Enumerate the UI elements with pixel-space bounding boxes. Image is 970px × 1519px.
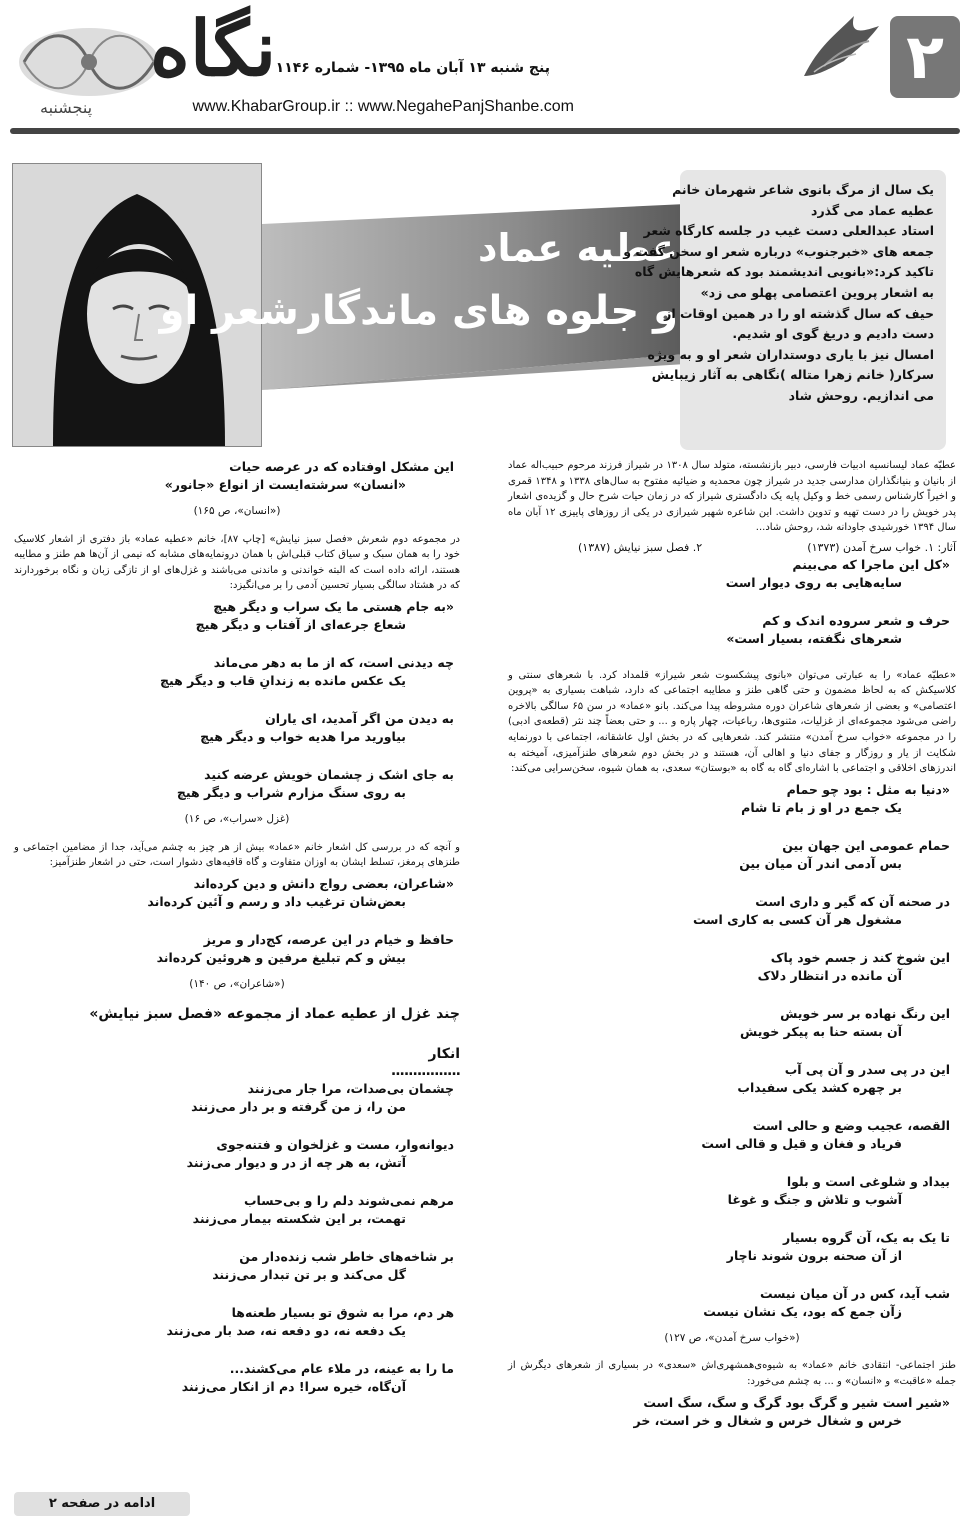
dotted-separator: ................ bbox=[390, 1063, 460, 1080]
masthead-subtitle: پنجشنبه bbox=[40, 98, 93, 117]
verse-line: القصه، عجیب وضع و حالی است bbox=[752, 1117, 950, 1133]
intro-line: به اشعار پروین اعتصامی پهلو می زد» bbox=[700, 284, 934, 300]
verse-line: بعض‌شان ترغیب داد و رسم و آئین کرده‌اند bbox=[147, 893, 406, 909]
poem-block bbox=[14, 1080, 460, 1396]
verse-line: یک عکس مانده به زندانِ قاب و دیگر هیچ bbox=[160, 672, 406, 688]
verse-line: آشوب و تلاش و جنگ و غوغا bbox=[727, 1191, 902, 1207]
intro-line: سرکار( خانم زهرا متاله )نگاهی به آثار زیبایش bbox=[651, 367, 934, 383]
intro-line: می اندازیم. روحش شاد bbox=[788, 387, 934, 403]
verse-line: حرف و شعر سروده اندک و کم bbox=[762, 612, 950, 628]
verse-line: «شیر است شیر و گرگ بود گرگ و سگ، سگ است bbox=[643, 1394, 950, 1410]
body-paragraph: «عطیّه عماد» را به عبارتی می‌توان «بانوی پیشکسوت شعر شیراز» قلمداد کرد. با شعرهای سنتی و کلاسیکش که به لحاظ مضمون و حتی گاهی طنز و مطایبه اجتماعی که دارد، شباهت بسیاری به «پروین اعتصامی» و بعضی از شعرهای شاعران دوره مشروطه پیدا می‌کند. بانو «عماد» در سن ۶۵ سالگی بالاخره راضی می‌شود مجموعه‌ای از غزلیات، مثنوی‌ها، رباعیات، چهار پاره و ... و حتی بعضاً چند نثر (قطعه‌ی ادبی) را در مجموعه «خواب سرخ آمدن» منتشر کند. شعرهایی که در بخش اول عاشقانه، اجتماعی با دورنمایه شکایت از یار و روزگار و جفای دنیا و اهالی آن، هستند و در بخش دوم شعرهای طنزآمیزی، آمیخته به اندرزهای اخلاقی و اجتماعی با اشاره‌ای گاه به گاه به «بوستان» سعدی، به همان شیوه، سخن‌سرایی می‌کند: bbox=[508, 669, 956, 775]
headline-line-1: عطیه عماد bbox=[478, 226, 678, 270]
intro-line: حیف که سال گذشته او را در همین اوقات از bbox=[664, 305, 934, 321]
intro-line: دست دادیم و دریغ گوی او شدیم. bbox=[732, 326, 934, 342]
intro-line: جمعه های «خبرجنوب» درباره شعر او سخن گفت و bbox=[623, 243, 934, 259]
phoenix-emblem-icon bbox=[794, 6, 884, 86]
verse-line: آن مانده در انتظار دلاک bbox=[757, 967, 902, 983]
headline-band bbox=[159, 204, 686, 390]
verse-line: به روی سنگ مزارم شراب و دیگر هیچ bbox=[176, 784, 406, 800]
body-paragraph: طنز اجتماعی- انتقادی خانم «عماد» به شیوه‌ی‌همشهری‌اش «سعدی» در بسیاری از شعرهای دیگرش از جمله «عاقبت» و «انسان» و ... به چشم می‌خورد: bbox=[508, 1360, 956, 1387]
bio-paragraph: عطیّه عماد لیسانسیه ادبیات فارسی، دبیر بازنشسته، متولد سال ۱۳۰۸ در شیراز فرزند مرحوم حبیب‌اله عماد از بانیان و بنیانگذاران مدارسی جدید در شیراز چون محمدیه و ضیائیه مفتوح به سال‌های ۱۳۳۸ و ۱۳۴۸ قمری و اخیراً کارشناس رسمی خط و وکیل پایه یک دادگستری شیراز که در زمان حیات شرح حال و گزیده‌ی اشعار پدر خویش را در دست تهیه و تدوین داشت. این شاعره شهیر شیرازی در یکی از روزهای پاییزی ۱۲ آبان ماه سال ۱۳۹۴ خورشیدی جاودانه شد، روحش شاد... bbox=[508, 460, 957, 534]
verse-line: مرهم نمی‌شوند دلم را و بی‌حساب bbox=[244, 1192, 454, 1208]
poem-citation: («خواب سرخ آمدن»، ص ۱۲۷) bbox=[664, 1331, 800, 1344]
verse-line: به دیدن من اگر آمدید، ای یاران bbox=[265, 710, 454, 726]
intro-line: امسال نیز با یاری دوستداران شعر او و به ویژه bbox=[647, 346, 934, 362]
verse-line: سایه‌هایی به روی دیوار است bbox=[725, 574, 902, 590]
verse-line: این مشکل اوفتاده که در عرصه حیات bbox=[229, 459, 454, 474]
verse-line: این رنگ نهاده بر سر خویش bbox=[780, 1005, 950, 1021]
website-urls[interactable]: www.KhabarGroup.ir :: www.NegahePanjShanbe.com bbox=[192, 98, 574, 115]
poem-citation: («انسان»، ص ۱۶۵) bbox=[193, 505, 281, 517]
verse-line: حافظ و خیام در این عرصه، کج‌دار و مریز bbox=[203, 931, 454, 947]
verse-line: به جای اشک ز چشمان خویش عرضه کنید bbox=[204, 766, 454, 782]
intro-box bbox=[623, 170, 946, 450]
intro-line: تاکید کرد:«بانویی اندیشمند بود که شعرهایش گاه bbox=[634, 264, 934, 280]
work-item: ۲. فصل سبز نیایش (۱۳۸۷) bbox=[578, 540, 703, 554]
intro-line: یک سال از مرگ بانوی شاعر شهرمان خانم bbox=[672, 182, 934, 197]
page-header bbox=[0, 0, 970, 140]
verse-line: بس آدمی اندر آن میان بین bbox=[739, 855, 902, 871]
work-item: آثار: ۱. خواب سرخ آمدن (۱۳۷۳) bbox=[807, 540, 956, 554]
verse-line: یک جمع در او ز بام تا شام bbox=[741, 799, 902, 815]
intro-line: عطیه عماد می گذرد bbox=[811, 202, 934, 218]
verse-line: من را، ز من گرفته و بر دار می‌زنند bbox=[191, 1098, 406, 1114]
verse-line: بر چهره کشد یکی سفیداب bbox=[737, 1079, 902, 1095]
works-list bbox=[508, 540, 956, 556]
verse-line: خرس و شغال خرس و شغال و خر است، خر bbox=[633, 1412, 902, 1428]
poem-block bbox=[14, 875, 460, 967]
section-heading: چند غزل از عطیه عماد از مجموعه «فصل سبز نیایش» bbox=[89, 1006, 460, 1023]
header-divider bbox=[10, 128, 960, 134]
verse-line: بر شاخه‌های خاطر شب زنده‌دار من bbox=[239, 1248, 454, 1264]
verse-line: بیداد و شلوغی است و بلوا bbox=[786, 1173, 950, 1189]
verse-line: مشغول هر آن کسی به کاری است bbox=[692, 911, 902, 927]
poem-citation: (غزل «سراب»، ص ۱۶) bbox=[184, 812, 290, 825]
body-paragraph: در مجموعه دوم شعرش «فصل سبز نیایش» [چاپ ۸۷]، خانم «عطیه عماد» باز دفتری از اشعار کلاسیک خود را به همان سبک و سیاق کتاب قبلی‌اش با همان درونمایه‌های مشابه که نیمی از آن‌ها هم طنز و مطایبه هستند، ارائه داده است که البته خواندنی و ماندنی می‌باشند و غزل‌های او از تازگی زبان و نگاه برخوردارند که در هشتاد سالگی بسیار تحسین آدمی را بر می‌انگیزد: bbox=[14, 533, 460, 592]
poem-block bbox=[508, 781, 956, 1321]
verse-line: «انسان» سرشته‌ایست از انواع «جانور» bbox=[164, 477, 406, 492]
verse-line: یک دفعه نه، دو دفعه نه، صد بار می‌زنند bbox=[166, 1322, 406, 1338]
page-number-badge: ۲ bbox=[890, 16, 960, 98]
verse-line: آن‌گاه، خیره سرا! دم از انکار می‌زنند bbox=[181, 1378, 406, 1394]
poem-citation: («شاعران»، ص ۱۴۰) bbox=[189, 977, 285, 990]
verse-line: آن بسته حنا به پیکر خویش bbox=[740, 1023, 902, 1039]
poem-title: انکار bbox=[428, 1046, 460, 1063]
ornament-icon bbox=[14, 22, 164, 102]
continued-on-page-link[interactable]: ادامه در صفحه ۲ bbox=[14, 1492, 190, 1516]
verse-line: هر دم، مرا به شوق تو بسیار طعنه‌ها bbox=[231, 1304, 454, 1320]
article-column-right bbox=[508, 458, 956, 1430]
article-column-left bbox=[14, 458, 460, 1396]
verse-line: «شاعران، بعضی رواج دانش و دین کرده‌اند bbox=[193, 875, 454, 891]
verse-line: شب آید، کس در آن میان نیست bbox=[759, 1285, 950, 1301]
verse-line: در صحنه آن که گیر و داری است bbox=[755, 893, 950, 909]
masthead-logo: نگاه bbox=[150, 4, 277, 93]
verse-line: بیش و کم تبلیغ مرفین و هروئین کرده‌اند bbox=[156, 949, 406, 965]
poem-block bbox=[14, 598, 460, 802]
verse-line: از آن صحنه برون شوند ناچار bbox=[726, 1247, 902, 1263]
poem-block bbox=[14, 458, 460, 494]
verse-line: بیاورید مرا هدیه خواب و دیگر هیچ bbox=[200, 728, 406, 744]
verse-line: شعاع جرعه‌ای از آفتاب و دیگر هیچ bbox=[195, 616, 406, 632]
verse-line: این در پی سدر و آن پی آب bbox=[784, 1061, 950, 1077]
verse-line: فریاد و فغان و قیل و قالی است bbox=[701, 1135, 902, 1151]
poem-block bbox=[508, 556, 956, 648]
poem-block bbox=[508, 1394, 956, 1430]
headline-line-2: و جلوه های ماندگارشعر او bbox=[159, 288, 678, 334]
verse-line: «کل این ماجرا که می‌بینم bbox=[792, 556, 950, 572]
verse-line: آتش، به هر چه از در و دیوار می‌زنند bbox=[186, 1154, 406, 1170]
intro-line: استاد عبدالعلی دست غیب در جلسه کارگاه شعر bbox=[643, 223, 934, 239]
verse-line: چه دیدنی است، که از ما به دهر می‌ماند bbox=[213, 654, 454, 670]
verse-line: گل می‌کند و بر تن تبدار می‌زنند bbox=[212, 1266, 406, 1282]
verse-line: تا یک به یک، آن گروه بسیار bbox=[782, 1229, 950, 1245]
verse-line: حمام عمومی این جهان بین bbox=[782, 837, 950, 853]
verse-line: این شوخ کند ز جسم خود پاک bbox=[770, 949, 950, 965]
body-paragraph: و آنچه که در بررسی کل اشعار خانم «عماد» بیش از هر چیز به چشم می‌آید، جدا از مضامین اجتماعی و طنزهای پرمغز، تسلط ایشان به اوزان متفاوت و گاه قافیه‌های دشوار است، حتی در اشعار طنزآمیز: bbox=[14, 841, 460, 869]
verse-line: دیوانه‌وار، مست و غزلخوان و فتنه‌جوی bbox=[216, 1136, 454, 1152]
verse-line: شعرهای نگفته، بسیار است» bbox=[726, 630, 902, 646]
verse-line: «دنیا به مثل : بود چو حمام bbox=[786, 781, 950, 797]
verse-line: تهمت، بر این شکسته بیمار می‌زنند bbox=[192, 1210, 406, 1226]
verse-line: ما را به عینه، در ملاء عام می‌کشند... bbox=[229, 1360, 454, 1376]
verse-line: «به جام هستی ما یک سراب و دیگر هیچ bbox=[213, 598, 454, 614]
verse-line: زآن جمع که بود، یک نشان نیست bbox=[703, 1303, 902, 1319]
verse-line: چشمان بی‌صدات، مرا جار می‌زنند bbox=[247, 1080, 454, 1096]
dateline: پنج شنبه ۱۳ آبان ماه ۱۳۹۵- شماره ۱۱۴۶ bbox=[275, 60, 550, 76]
